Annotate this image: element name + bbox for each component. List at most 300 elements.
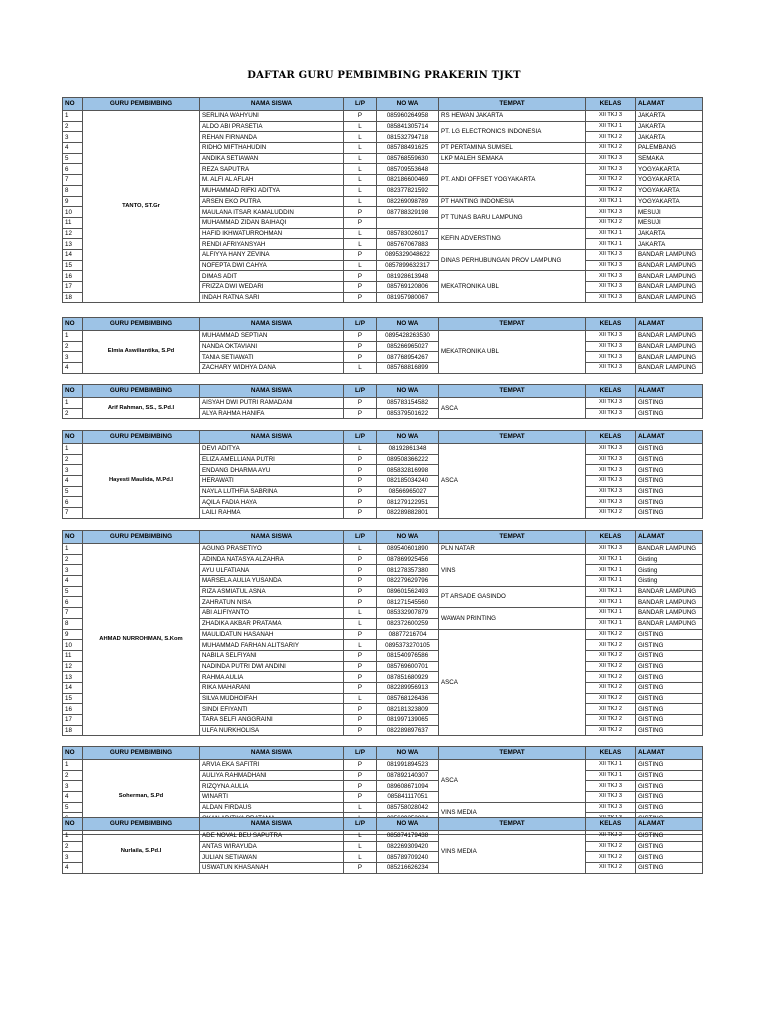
student-address: BANDAR LAMPUNG: [636, 249, 703, 260]
student-phone: 08877216704: [377, 629, 439, 640]
student-name: HERAWATI: [200, 476, 344, 487]
guru-table: [62, 430, 703, 519]
header-guru: GURU PEMBIMBING: [83, 318, 200, 331]
student-address: YOGYAKARTA: [636, 196, 703, 207]
student-name: RIZQYNA AULIA: [200, 781, 344, 792]
header-no: NO: [63, 747, 83, 760]
student-name: AGUNG PRASETIYO: [200, 544, 344, 555]
student-class: XII TKJ 1: [586, 586, 636, 597]
student-gender: P: [344, 704, 377, 715]
student-name: ZHADIKA AKBAR PRATAMA: [200, 618, 344, 629]
student-address: BANDAR LAMPUNG: [636, 260, 703, 271]
row-number: 1: [63, 444, 83, 455]
row-number: 18: [63, 725, 83, 736]
internship-place: VINS MEDIA: [439, 802, 586, 823]
internship-place: VINS: [439, 554, 586, 586]
student-address: BANDAR LAMPUNG: [636, 271, 703, 282]
student-phone: 085266965027: [377, 341, 439, 352]
student-name: MUHAMMAD ZIDAN BAIHAQI: [200, 217, 344, 228]
internship-place: MEKATRONIKA UBL: [439, 331, 586, 374]
row-number: 4: [63, 863, 83, 874]
student-gender: L: [344, 196, 377, 207]
header-lp: L/P: [344, 385, 377, 398]
student-gender: L: [344, 831, 377, 842]
row-number: 2: [63, 770, 83, 781]
student-gender: P: [344, 341, 377, 352]
guru-table: [62, 530, 703, 736]
student-class: XII TKJ 2: [586, 508, 636, 519]
student-phone: 081278357380: [377, 565, 439, 576]
student-class: XII TKJ 3: [586, 465, 636, 476]
header-nama: NAMA SISWA: [200, 431, 344, 444]
row-number: 3: [63, 352, 83, 363]
student-phone: 085768816899: [377, 363, 439, 374]
student-gender: P: [344, 476, 377, 487]
student-phone: 085960264958: [377, 111, 439, 122]
student-gender: P: [344, 576, 377, 587]
student-phone: 082289897637: [377, 725, 439, 736]
table-header-row: [63, 531, 703, 544]
row-number: 6: [63, 497, 83, 508]
student-address: GISTING: [636, 831, 703, 842]
internship-place: VINS MEDIA: [439, 831, 586, 874]
header-alamat: ALAMAT: [636, 318, 703, 331]
student-address: YOGYAKARTA: [636, 175, 703, 186]
row-number: 18: [63, 292, 83, 303]
student-name: DIMAS ADIT: [200, 271, 344, 282]
student-name: HAFID IKHWATURROHMAN: [200, 228, 344, 239]
student-name: RAHMA AULIA: [200, 672, 344, 683]
table-row: [63, 444, 703, 455]
student-name: ALYA RAHMA HANIFA: [200, 408, 344, 419]
student-phone: 0857899632317: [377, 260, 439, 271]
row-number: 13: [63, 239, 83, 250]
student-address: JAKARTA: [636, 132, 703, 143]
student-class: XII TKJ 3: [586, 454, 636, 465]
student-gender: L: [344, 444, 377, 455]
student-name: M. ALFI AL AFLAH: [200, 175, 344, 186]
student-name: TANIA SETIAWATI: [200, 352, 344, 363]
student-phone: 085789709240: [377, 852, 439, 863]
header-kelas: KELAS: [586, 818, 636, 831]
internship-place: PT. ANDI OFFSET YOGYAKARTA: [439, 164, 586, 196]
student-class: XII TKJ 2: [586, 661, 636, 672]
header-alamat: ALAMAT: [636, 385, 703, 398]
student-name: NADINDA PUTRI DWI ANDINI: [200, 661, 344, 672]
header-no: NO: [63, 318, 83, 331]
student-gender: L: [344, 153, 377, 164]
student-phone: 08192861348: [377, 444, 439, 455]
student-name: REZA SAPUTRA: [200, 164, 344, 175]
student-gender: P: [344, 770, 377, 781]
student-class: XII TKJ 1: [586, 770, 636, 781]
row-number: 6: [63, 164, 83, 175]
student-gender: P: [344, 207, 377, 218]
student-phone: 08566965027: [377, 486, 439, 497]
student-address: GISTING: [636, 682, 703, 693]
header-kelas: KELAS: [586, 98, 636, 111]
student-class: XII TKJ 3: [586, 282, 636, 293]
student-address: Gisting: [636, 554, 703, 565]
student-class: XII TKJ 3: [586, 408, 636, 419]
student-phone: 0895329048622: [377, 249, 439, 260]
student-class: XII TKJ 1: [586, 228, 636, 239]
student-phone: 089540601890: [377, 544, 439, 555]
header-no: NO: [63, 531, 83, 544]
row-number: 10: [63, 640, 83, 651]
student-name: INDAH RATNA SARI: [200, 292, 344, 303]
guru-pembimbing-name: TANTO, ST.Gr: [83, 111, 200, 303]
student-address: GISTING: [636, 841, 703, 852]
student-class: XII TKJ 2: [586, 217, 636, 228]
student-class: XII TKJ 3: [586, 341, 636, 352]
student-name: ULFA NURKHOLISA: [200, 725, 344, 736]
student-class: XII TKJ 1: [586, 608, 636, 619]
student-address: GISTING: [636, 629, 703, 640]
internship-place: PT. LG ELECTRONICS INDONESIA: [439, 121, 586, 142]
row-number: 12: [63, 228, 83, 239]
student-phone: 082269309420: [377, 841, 439, 852]
table-row: [63, 398, 703, 409]
student-name: ELIZA AMELLIANA PUTRI: [200, 454, 344, 465]
header-wa: NO WA: [377, 98, 439, 111]
header-kelas: KELAS: [586, 531, 636, 544]
header-nama: NAMA SISWA: [200, 98, 344, 111]
student-class: XII TKJ 3: [586, 207, 636, 218]
student-address: Gisting: [636, 576, 703, 587]
row-number: 2: [63, 341, 83, 352]
student-name: MUHAMMAD FARHAN ALITSARIY: [200, 640, 344, 651]
student-address: BANDAR LAMPUNG: [636, 341, 703, 352]
header-tempat: TEMPAT: [439, 385, 586, 398]
student-name: RIDHO MIFTHAHUDIN: [200, 143, 344, 154]
student-gender: P: [344, 863, 377, 874]
student-name: NOFEPTA DWI CAHYA: [200, 260, 344, 271]
internship-place: ASCA: [439, 760, 586, 803]
student-gender: L: [344, 852, 377, 863]
internship-place: PT HANTING INDONESIA: [439, 196, 586, 207]
student-class: XII TKJ 2: [586, 704, 636, 715]
row-number: 8: [63, 618, 83, 629]
header-guru: GURU PEMBIMBING: [83, 531, 200, 544]
student-gender: L: [344, 239, 377, 250]
header-no: NO: [63, 385, 83, 398]
row-number: 7: [63, 508, 83, 519]
student-class: XII TKJ 1: [586, 239, 636, 250]
student-class: XII TKJ 2: [586, 640, 636, 651]
student-class: XII TKJ 2: [586, 143, 636, 154]
student-name: NANDA OKTAVIANI: [200, 341, 344, 352]
row-number: 1: [63, 398, 83, 409]
internship-place: WAWAN PRINTING: [439, 608, 586, 629]
row-number: 4: [63, 792, 83, 803]
row-number: 1: [63, 111, 83, 122]
student-name: WINARTI: [200, 792, 344, 803]
row-number: 7: [63, 608, 83, 619]
row-number: 9: [63, 196, 83, 207]
header-kelas: KELAS: [586, 318, 636, 331]
student-gender: L: [344, 544, 377, 555]
student-class: XII TKJ 1: [586, 196, 636, 207]
student-address: JAKARTA: [636, 111, 703, 122]
student-phone: 081279122951: [377, 497, 439, 508]
row-number: 1: [63, 331, 83, 342]
guru-table: [62, 97, 703, 303]
student-phone: 085841117051: [377, 792, 439, 803]
row-number: 2: [63, 841, 83, 852]
student-name: SINDI EFIYANTI: [200, 704, 344, 715]
internship-place: LKP MALEH SEMAKA: [439, 153, 586, 164]
student-gender: P: [344, 331, 377, 342]
student-gender: L: [344, 132, 377, 143]
student-class: XII TKJ 3: [586, 486, 636, 497]
student-name: USWATUN KHASANAH: [200, 863, 344, 874]
student-gender: P: [344, 682, 377, 693]
student-phone: 087768954267: [377, 352, 439, 363]
student-phone: 081271545560: [377, 597, 439, 608]
row-number: 3: [63, 781, 83, 792]
header-alamat: ALAMAT: [636, 818, 703, 831]
student-class: XII TKJ 2: [586, 185, 636, 196]
header-lp: L/P: [344, 431, 377, 444]
internship-place: ASCA: [439, 444, 586, 519]
table-row: [63, 831, 703, 842]
student-address: BANDAR LAMPUNG: [636, 352, 703, 363]
student-gender: P: [344, 217, 377, 228]
internship-place: KEFIN ADVERSTING: [439, 228, 586, 249]
header-wa: NO WA: [377, 318, 439, 331]
student-class: XII TKJ 3: [586, 792, 636, 803]
header-lp: L/P: [344, 818, 377, 831]
row-number: 2: [63, 121, 83, 132]
student-name: AISYAH DWI PUTRI RAMADANI: [200, 398, 344, 409]
student-name: DEVI ADITYA: [200, 444, 344, 455]
internship-place: PLN NATAR: [439, 544, 586, 555]
student-address: JAKARTA: [636, 228, 703, 239]
student-gender: P: [344, 408, 377, 419]
student-phone: 082279629796: [377, 576, 439, 587]
student-gender: P: [344, 292, 377, 303]
header-alamat: ALAMAT: [636, 431, 703, 444]
student-address: GISTING: [636, 863, 703, 874]
student-phone: 085783154582: [377, 398, 439, 409]
student-class: XII TKJ 2: [586, 725, 636, 736]
student-class: XII TKJ 2: [586, 715, 636, 726]
student-phone: 089508366222: [377, 454, 439, 465]
header-guru: GURU PEMBIMBING: [83, 431, 200, 444]
header-guru: GURU PEMBIMBING: [83, 818, 200, 831]
student-class: XII TKJ 3: [586, 111, 636, 122]
table-row: [63, 331, 703, 342]
internship-place: MEKATRONIKA UBL: [439, 271, 586, 303]
student-name: ADINDA NATASYA ALZAHRA: [200, 554, 344, 565]
student-address: GISTING: [636, 725, 703, 736]
student-gender: P: [344, 725, 377, 736]
header-wa: NO WA: [377, 747, 439, 760]
student-phone: [377, 217, 439, 228]
header-wa: NO WA: [377, 431, 439, 444]
header-nama: NAMA SISWA: [200, 747, 344, 760]
guru-pembimbing-name: Nurlaila, S.Pd.I: [83, 831, 200, 874]
student-name: SERLINA WAHYUNI: [200, 111, 344, 122]
student-phone: 087869925456: [377, 554, 439, 565]
student-class: XII TKJ 3: [586, 444, 636, 455]
row-number: 2: [63, 554, 83, 565]
student-name: TARA SELFI ANGGRAINI: [200, 715, 344, 726]
header-alamat: ALAMAT: [636, 98, 703, 111]
student-name: SILVA MUDHOIFAH: [200, 693, 344, 704]
student-phone: 085783026017: [377, 228, 439, 239]
guru-pembimbing-name: Hayesti Maulida, M.Pd.I: [83, 444, 200, 519]
student-name: MUHAMMAD SEPTIAN: [200, 331, 344, 342]
student-gender: P: [344, 249, 377, 260]
student-class: XII TKJ 3: [586, 398, 636, 409]
student-phone: 081991894523: [377, 760, 439, 771]
row-number: 3: [63, 565, 83, 576]
student-address: GISTING: [636, 640, 703, 651]
header-lp: L/P: [344, 747, 377, 760]
student-gender: L: [344, 841, 377, 852]
student-address: GISTING: [636, 398, 703, 409]
student-address: GISTING: [636, 476, 703, 487]
header-kelas: KELAS: [586, 747, 636, 760]
student-gender: P: [344, 650, 377, 661]
student-gender: L: [344, 802, 377, 813]
student-gender: P: [344, 111, 377, 122]
student-phone: 082185034240: [377, 476, 439, 487]
student-name: NAYLA LUTHFIA SABRINA: [200, 486, 344, 497]
student-class: XII TKJ 3: [586, 802, 636, 813]
row-number: 15: [63, 260, 83, 271]
row-number: 3: [63, 132, 83, 143]
row-number: 10: [63, 207, 83, 218]
header-alamat: ALAMAT: [636, 747, 703, 760]
student-class: XII TKJ 3: [586, 497, 636, 508]
student-name: ANDIKA SETIAWAN: [200, 153, 344, 164]
row-number: 11: [63, 217, 83, 228]
internship-place: PT TUNAS BARU LAMPUNG: [439, 207, 586, 228]
student-phone: 085332907879: [377, 608, 439, 619]
internship-place: PT PERTAMINA SUMSEL: [439, 143, 586, 154]
internship-place: RS HEWAN JAKARTA: [439, 111, 586, 122]
row-number: 7: [63, 175, 83, 186]
student-name: ALDO ABI PRASETIA: [200, 121, 344, 132]
student-gender: P: [344, 497, 377, 508]
student-gender: L: [344, 260, 377, 271]
student-address: PALEMBANG: [636, 143, 703, 154]
row-number: 9: [63, 629, 83, 640]
student-name: AQILA FADIA HAYA: [200, 497, 344, 508]
student-address: Gisting: [636, 565, 703, 576]
student-name: MARSELA AULIA YUSANDA: [200, 576, 344, 587]
student-name: RENDI AFRIYANSYAH: [200, 239, 344, 250]
student-address: GISTING: [636, 704, 703, 715]
student-gender: P: [344, 760, 377, 771]
table-header-row: [63, 431, 703, 444]
student-address: BANDAR LAMPUNG: [636, 282, 703, 293]
student-class: XII TKJ 1: [586, 565, 636, 576]
student-address: GISTING: [636, 486, 703, 497]
internship-place: PT ARSADE GASINDO: [439, 586, 586, 607]
student-address: BANDAR LAMPUNG: [636, 544, 703, 555]
header-lp: L/P: [344, 318, 377, 331]
student-address: GISTING: [636, 693, 703, 704]
row-number: 2: [63, 454, 83, 465]
internship-place: ASCA: [439, 398, 586, 419]
header-kelas: KELAS: [586, 431, 636, 444]
student-gender: L: [344, 185, 377, 196]
guru-pembimbing-name: Elmia Aswiliantika, S.Pd: [83, 331, 200, 374]
header-kelas: KELAS: [586, 385, 636, 398]
student-class: XII TKJ 1: [586, 121, 636, 132]
student-gender: L: [344, 143, 377, 154]
student-gender: P: [344, 672, 377, 683]
guru-pembimbing-name: Arif Rahman, SS., S.Pd.I: [83, 398, 200, 419]
header-lp: L/P: [344, 98, 377, 111]
student-address: GISTING: [636, 465, 703, 476]
student-address: GISTING: [636, 672, 703, 683]
student-class: XII TKJ 3: [586, 260, 636, 271]
student-name: ENDANG DHARMA AYU: [200, 465, 344, 476]
header-nama: NAMA SISWA: [200, 318, 344, 331]
student-name: REHAN FIRNANDA: [200, 132, 344, 143]
row-number: 17: [63, 715, 83, 726]
student-phone: 085216626234: [377, 863, 439, 874]
student-name: ABI ALIFIYANTO: [200, 608, 344, 619]
student-address: YOGYAKARTA: [636, 185, 703, 196]
student-address: GISTING: [636, 715, 703, 726]
header-nama: NAMA SISWA: [200, 385, 344, 398]
student-address: GISTING: [636, 760, 703, 771]
student-class: XII TKJ 3: [586, 249, 636, 260]
student-phone: 082289882801: [377, 508, 439, 519]
student-gender: P: [344, 486, 377, 497]
header-guru: GURU PEMBIMBING: [83, 98, 200, 111]
row-number: 14: [63, 249, 83, 260]
row-number: 12: [63, 661, 83, 672]
student-name: ALDAN FIRDAUS: [200, 802, 344, 813]
student-class: XII TKJ 3: [586, 781, 636, 792]
student-class: XII TKJ 3: [586, 476, 636, 487]
student-address: GISTING: [636, 454, 703, 465]
row-number: 5: [63, 153, 83, 164]
row-number: 14: [63, 682, 83, 693]
student-address: BANDAR LAMPUNG: [636, 363, 703, 374]
student-address: BANDAR LAMPUNG: [636, 292, 703, 303]
row-number: 6: [63, 597, 83, 608]
student-address: JAKARTA: [636, 239, 703, 250]
table-row: [63, 760, 703, 771]
header-tempat: TEMPAT: [439, 818, 586, 831]
student-address: BANDAR LAMPUNG: [636, 597, 703, 608]
header-guru: GURU PEMBIMBING: [83, 747, 200, 760]
student-name: AYU ULFATIANA: [200, 565, 344, 576]
header-alamat: ALAMAT: [636, 531, 703, 544]
table-row: [63, 111, 703, 122]
student-phone: 089608671094: [377, 781, 439, 792]
student-phone: 085769120806: [377, 282, 439, 293]
student-phone: 085379501622: [377, 408, 439, 419]
student-class: XII TKJ 2: [586, 650, 636, 661]
student-name: ARVIA EKA SAFITRI: [200, 760, 344, 771]
row-number: 16: [63, 704, 83, 715]
guru-pembimbing-name: AHMAD NURROHMAN, S.Kom: [83, 544, 200, 736]
student-phone: 087892140307: [377, 770, 439, 781]
student-phone: 087788329198: [377, 207, 439, 218]
student-phone: 082289956913: [377, 682, 439, 693]
student-name: ADE NOVAL BEU SAPUTRA: [200, 831, 344, 842]
student-phone: 085768126436: [377, 693, 439, 704]
